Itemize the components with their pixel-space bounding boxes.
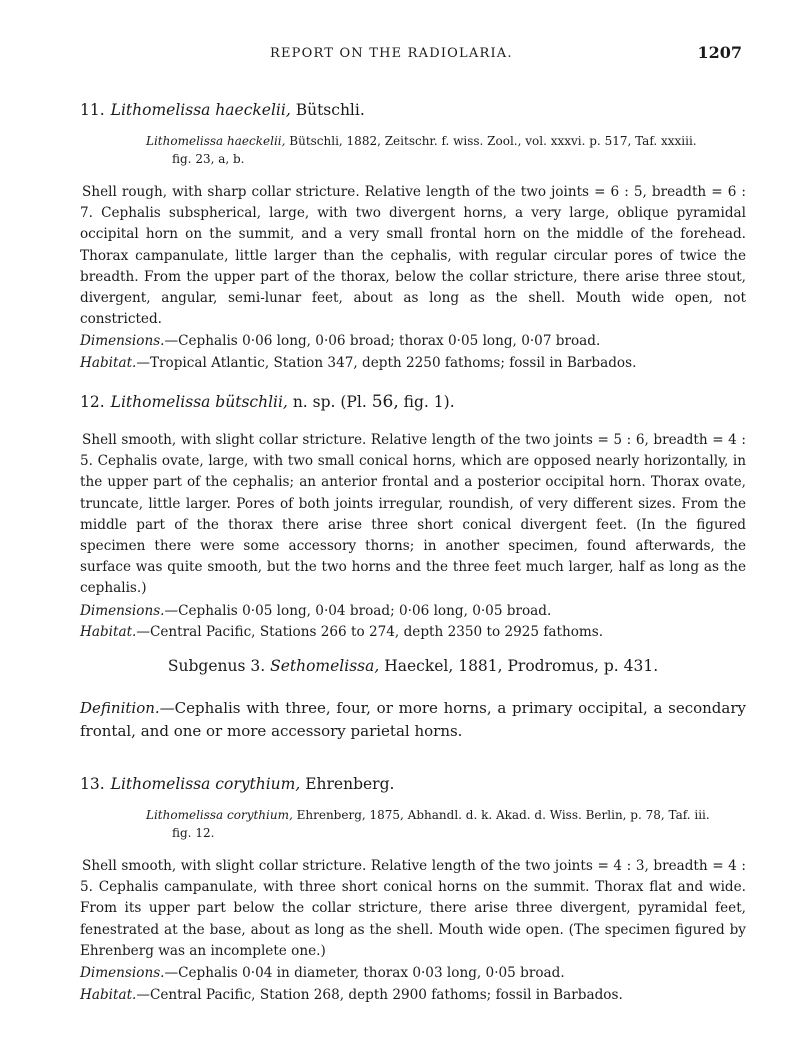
dimensions-line [80, 601, 746, 623]
species-12 [80, 392, 746, 644]
definition-text: —Cephalis with three, four, or more horns, a primary occipital, a secondary frontal, and one or more accessory parietal horns. [80, 699, 746, 740]
dimensions-text: —Cephalis 0·05 long, 0·04 broad; 0·06 long, 0·05 broad. [164, 602, 552, 619]
dimensions-label: Dimensions. [80, 965, 165, 982]
habitat-label: Habitat. [80, 986, 137, 1003]
page-header [0, 43, 800, 68]
plate-figure: fig. 1). [403, 393, 455, 411]
running-title: REPORT ON THE RADIOLARIA. [270, 46, 513, 61]
habitat-label: Habitat. [80, 624, 137, 641]
habitat-line [80, 985, 746, 1007]
plate-number: 56, [371, 392, 399, 412]
citation [146, 806, 746, 842]
habitat-text: —Central Pacific, Station 268, depth 2900 fathoms; fossil in Barbados. [136, 986, 623, 1003]
species-name: Lithomelissa corythium, [110, 775, 301, 793]
citation [146, 132, 746, 168]
species-number: 11. [80, 101, 105, 119]
subgenus-heading [80, 656, 746, 676]
citation-continuation: fig. 23, a, b. [172, 152, 245, 166]
definition [80, 697, 746, 743]
species-heading [80, 774, 746, 794]
dimensions-line [80, 963, 746, 985]
species-description: Shell smooth, with slight collar stricture. Relative length of the two joints = 4 : 3, breadth = 4 : 5. Cephalis campanulate, with three short conical horns on the summit. Thorax flat and wide. From its upper part below the collar stricture, there arise three divergent, pyramidal feet, fenestrated at the base, about as long as the shell. Mouth wide open. (The specimen figured by Ehrenberg was an incomplete one.) [80, 858, 746, 959]
species-heading [80, 100, 746, 120]
habitat-line [80, 622, 746, 644]
citation-text: Bütschli, 1882, Zeitschr. f. wiss. Zool., vol. xxxvi. p. 517, Taf. xxxiii. [289, 134, 697, 148]
subgenus-name: Sethomelissa, [270, 657, 380, 675]
subgenus-rest: Haeckel, 1881, Prodromus, p. 431. [384, 657, 659, 675]
species-number: 13. [80, 775, 105, 793]
habitat-text: —Central Pacific, Stations 266 to 274, depth 2350 to 2925 fathoms. [136, 624, 604, 641]
dimensions-line [80, 331, 746, 353]
habitat-text: —Tropical Atlantic, Station 347, depth 2250 fathoms; fossil in Barbados. [136, 354, 637, 371]
species-description: Shell rough, with sharp collar stricture. Relative length of the two joints = 6 : 5, breadth = 6 : 7. Cephalis subspherical, large, with two divergent horns, a very large, oblique pyramidal occipital horn on the summit, and a very small frontal horn on the middle of the forehead. Thorax campanulate, little larger than the cephalis, with regular circular pores of twice the breadth. From the upper part of the thorax, below the collar stricture, there arise three stout, divergent, angular, semi-lunar feet, about as long as the shell. Mouth wide open, not constricted. [80, 184, 746, 328]
species-number: 12. [80, 393, 105, 411]
citation-name: Lithomelissa haeckelii, [146, 134, 286, 148]
species-author: n. sp. (Pl. [292, 393, 367, 411]
subgenus-prefix: Subgenus 3. [167, 657, 266, 675]
species-description: Shell smooth, with slight collar stricture. Relative length of the two joints = 5 : 6, breadth = 4 : 5. Cephalis ovate, large, with two small conical horns, which are opposed nearly horizontally, in the upper part of the cephalis; an anterior frontal and a posterior occipital horn. Thorax ovate, truncate, little larger. Pores of both joints irregular, roundish, of very different sizes. From the middle part of the thorax there arise three short conical divergent feet. (In the figured specimen there were some accessory thorns; in another specimen, found afterwards, the surface was quite smooth, but the two horns and the three feet much larger, half as long as the cephalis.) [80, 432, 746, 597]
citation-continuation: fig. 12. [172, 826, 215, 840]
dimensions-label: Dimensions. [80, 333, 165, 350]
species-author: Ehrenberg. [305, 775, 395, 793]
habitat-line [80, 353, 746, 375]
species-name: Lithomelissa haeckelii, [110, 101, 291, 119]
dimensions-text: —Cephalis 0·06 long, 0·06 broad; thorax 0·05 long, 0·07 broad. [164, 333, 601, 350]
dimensions-text: —Cephalis 0·04 in diameter, thorax 0·03 long, 0·05 broad. [164, 965, 565, 982]
species-13 [80, 774, 746, 1006]
citation-name: Lithomelissa corythium, [146, 808, 293, 822]
citation-text: Ehrenberg, 1875, Abhandl. d. k. Akad. d. Wiss. Berlin, p. 78, Taf. iii. [296, 808, 710, 822]
species-11 [80, 100, 746, 374]
dimensions-label: Dimensions. [80, 602, 165, 619]
species-author: Bütschli. [295, 101, 365, 119]
species-heading [80, 392, 746, 412]
definition-label: Definition. [80, 699, 160, 717]
habitat-label: Habitat. [80, 354, 137, 371]
subgenus-section [80, 656, 746, 743]
page-number: 1207 [697, 43, 742, 62]
species-name: Lithomelissa bütschlii, [110, 393, 288, 411]
